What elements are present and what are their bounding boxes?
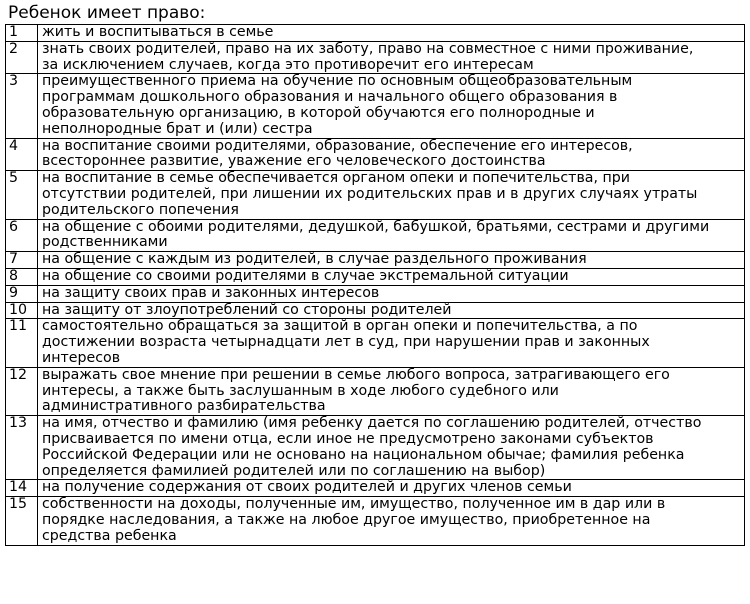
table-row (6, 25, 745, 42)
row-number: 15 (6, 497, 38, 545)
table-row (6, 285, 745, 302)
row-text: преимущественного приема на обучение по основным общеобразовательным программам дошкольного образования и начального общего образования в образовательную организацию, в которой обучаются его полнородные и неполнородные брат и (или) сестра (38, 74, 745, 138)
rights-document (5, 4, 745, 546)
row-text: на общение с обоими родителями, дедушкой, бабушкой, братьями, сестрами и другими родственниками (38, 219, 745, 252)
row-text: собственности на доходы, полученные им, имущество, полученное им в дар или в порядке наследования, а также на любое другое имущество, приобретенное на средства ребенка (38, 497, 745, 545)
row-text: на защиту своих прав и законных интересов (38, 285, 745, 302)
row-text: жить и воспитываться в семье (38, 25, 745, 42)
row-number: 12 (6, 367, 38, 415)
table-row (6, 171, 745, 219)
row-number: 7 (6, 252, 38, 269)
row-text: на защиту от злоупотреблений со стороны родителей (38, 302, 745, 319)
row-number: 10 (6, 302, 38, 319)
row-number: 2 (6, 41, 38, 74)
row-number: 8 (6, 268, 38, 285)
row-number: 14 (6, 480, 38, 497)
row-text: самостоятельно обращаться за защитой в орган опеки и попечительства, а по достижении возраста четырнадцати лет в суд, при нарушении прав и законных интересов (38, 319, 745, 367)
row-number: 6 (6, 219, 38, 252)
row-text: выражать свое мнение при решении в семье любого вопроса, затрагивающего его интересы, а также быть заслушанным в ходе любого судебного или административного разбирательства (38, 367, 745, 415)
row-text: знать своих родителей, право на их заботу, право на совместное с ними проживание, за исключением случаев, когда это противоречит его интересам (38, 41, 745, 74)
row-text: на получение содержания от своих родителей и других членов семьи (38, 480, 745, 497)
row-text: на воспитание в семье обеспечивается органом опеки и попечительства, при отсутствии родителей, при лишении их родительских прав и в других случаях утраты родительского попечения (38, 171, 745, 219)
document-title: Ребенок имеет право: (8, 3, 206, 23)
table-row (6, 41, 745, 74)
table-row (6, 268, 745, 285)
row-number: 1 (6, 25, 38, 42)
table-row (6, 219, 745, 252)
table-row (6, 74, 745, 138)
row-text: на воспитание своими родителями, образование, обеспечение его интересов, всестороннее развитие, уважение его человеческого достоинства (38, 138, 745, 171)
row-text: на имя, отчество и фамилию (имя ребенку дается по соглашению родителей, отчество присваивается по имени отца, если иное не предусмотрено законами субъектов Российской Федерации или не основано на национальном обычае; фамилия ребенка определяется фамилией родителей или по соглашению на выбор) (38, 416, 745, 480)
table-row (6, 497, 745, 545)
rights-table (5, 24, 745, 546)
table-row (6, 367, 745, 415)
row-number: 5 (6, 171, 38, 219)
row-text: на общение со своими родителями в случае экстремальной ситуации (38, 268, 745, 285)
table-row (6, 416, 745, 480)
row-number: 9 (6, 285, 38, 302)
table-row (6, 480, 745, 497)
table-row (6, 252, 745, 269)
row-number: 11 (6, 319, 38, 367)
table-row (6, 319, 745, 367)
table-row (6, 302, 745, 319)
row-number: 4 (6, 138, 38, 171)
row-number: 3 (6, 74, 38, 138)
table-row (6, 138, 745, 171)
row-text: на общение с каждым из родителей, в случае раздельного проживания (38, 252, 745, 269)
row-number: 13 (6, 416, 38, 480)
